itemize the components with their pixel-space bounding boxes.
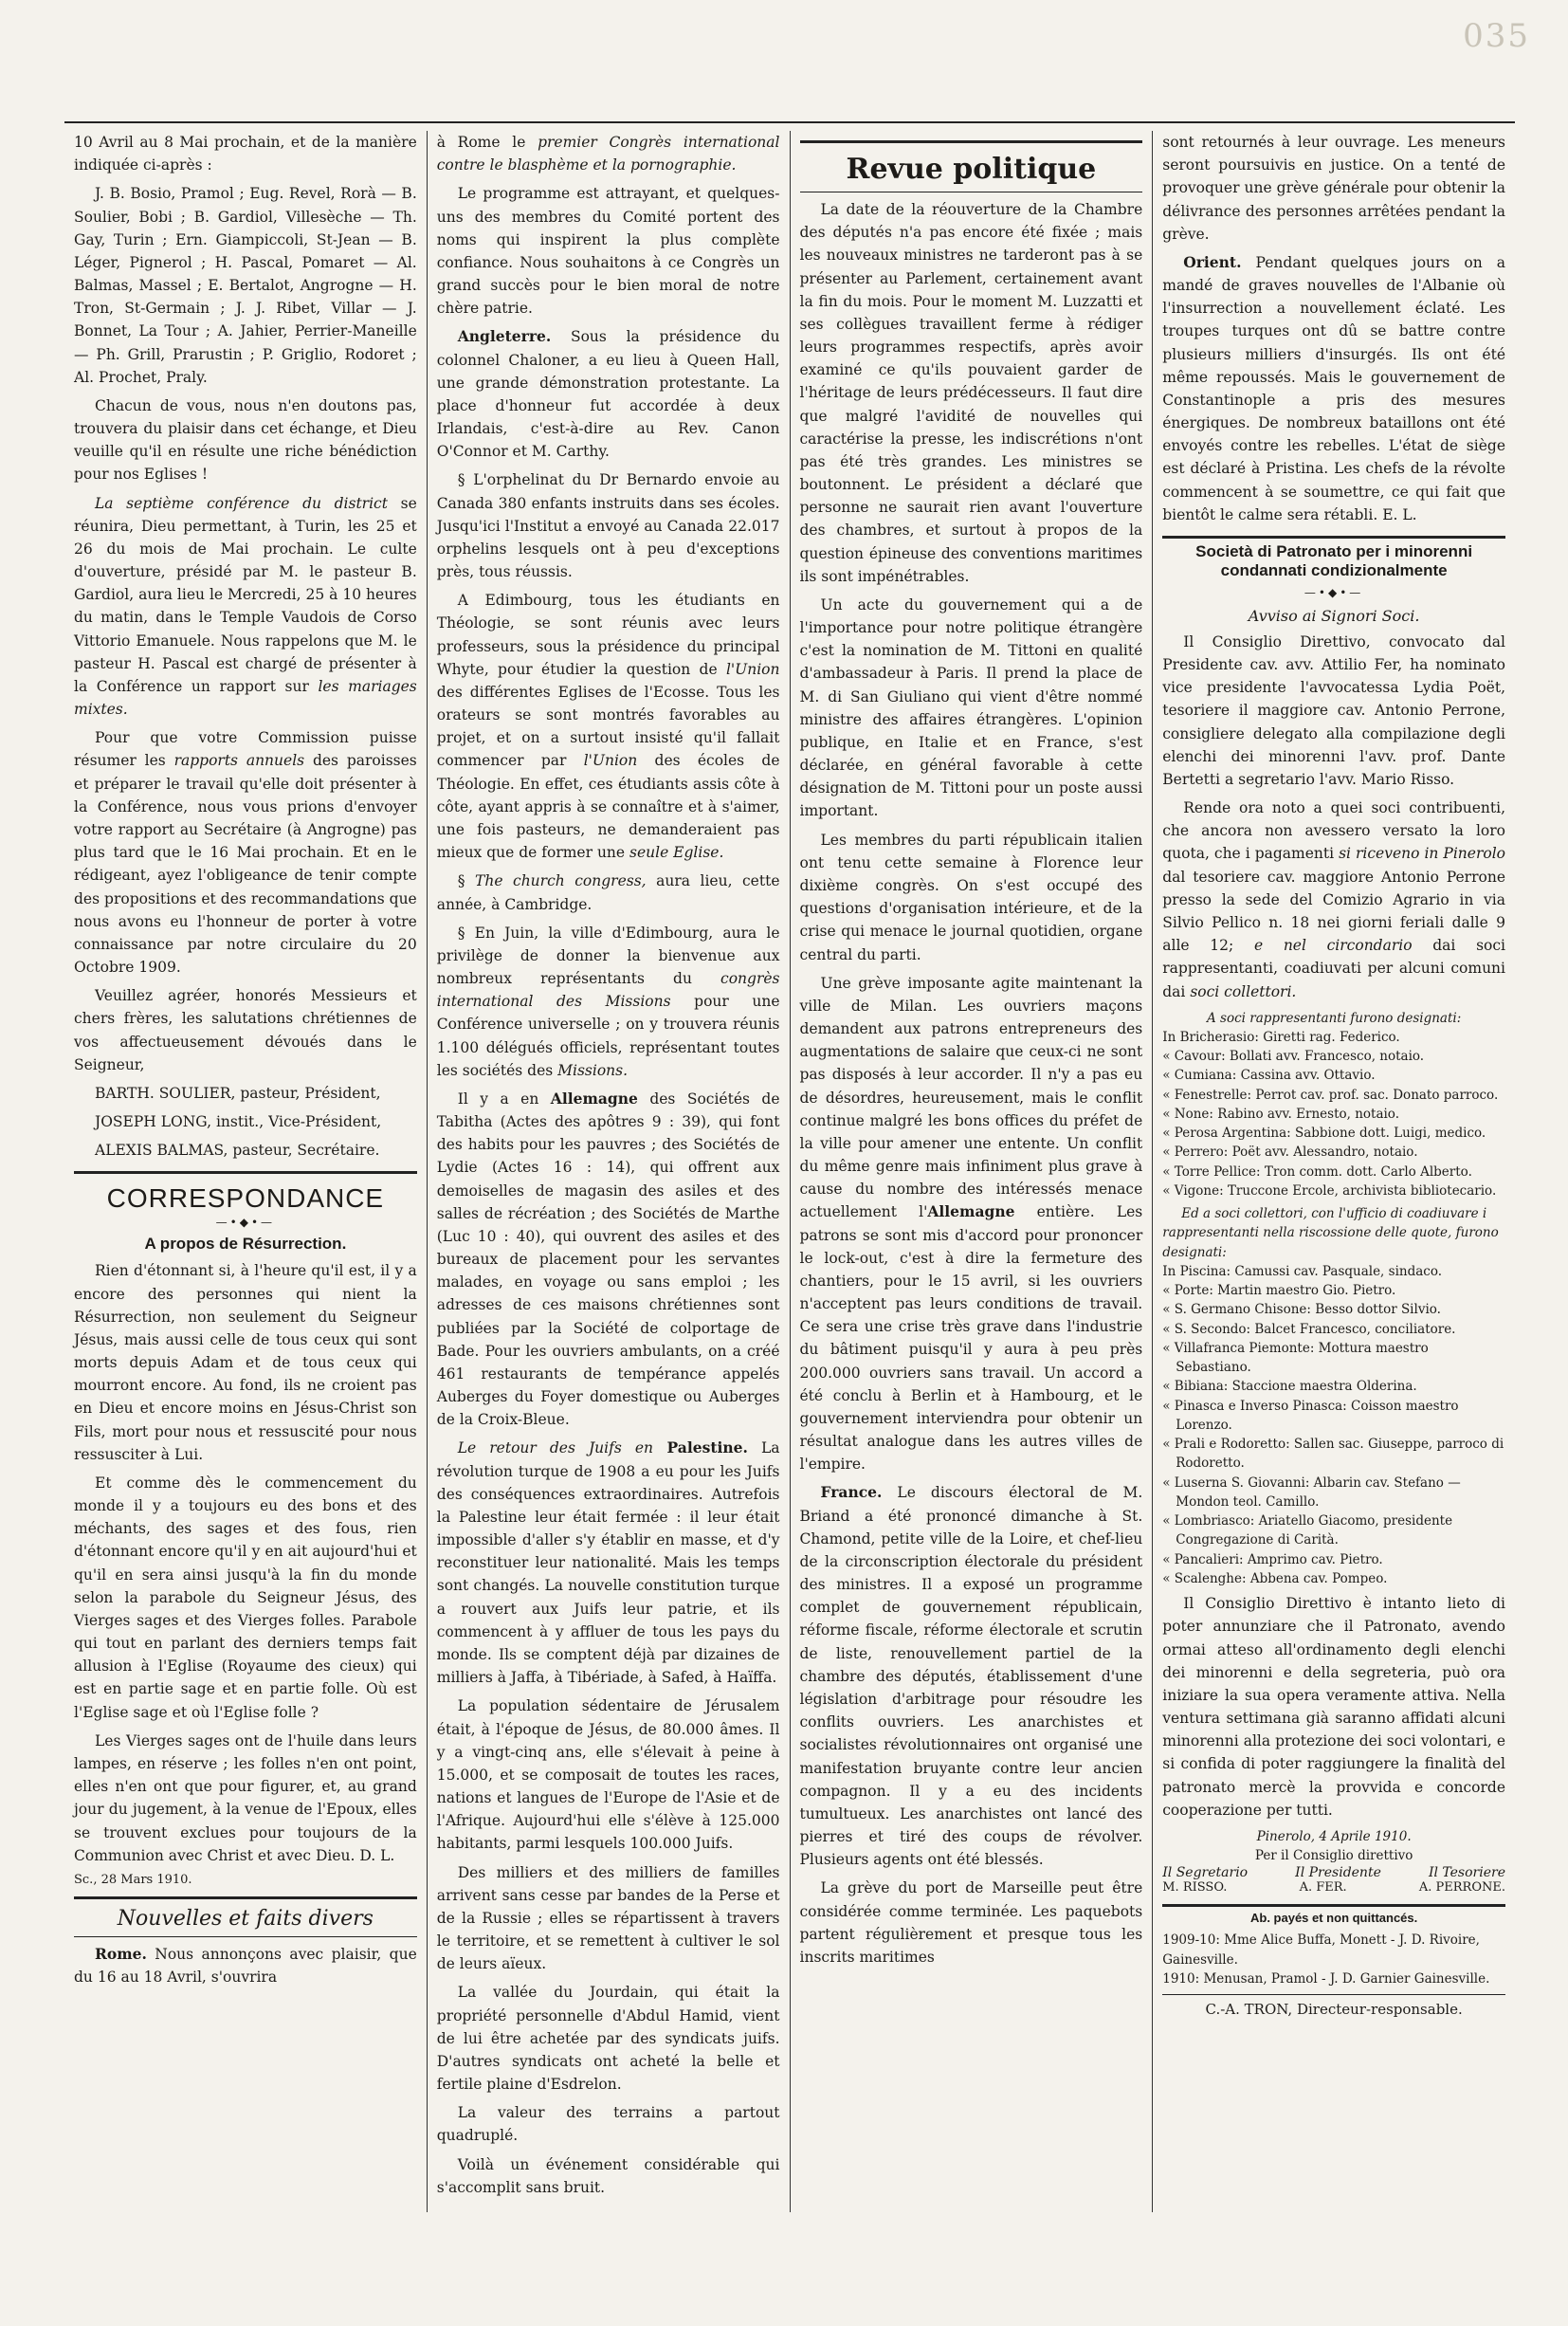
text: En Juin, la ville d'Edimbourg, aura le privilège de donner la bienvenue aux nombreux représentants du <box>436 924 780 988</box>
text: des Sociétés de Tabitha (Actes des apôtres 9 : 39), qui font des habits pour les pauvres ; des Sociétés de Lydie (Actes 16 : 14), qui offrent aux demoiselles de magasin des asiles et des salles de récréation ; des Sociétés de Marthe (Luc 10 : 40), qui ouvrent des asiles et des bureaux de placement pour les servantes malades, en voyage ou sans emploi ; les adresses de ces maisons chrétiennes sont publiées par la Société de colportage de Bade. Pour les ouvriers ambulants, on a créé 461 restaurants de tempérance appelés Auberges du Foyer domestique ou Auberges de la Croix-Bleue. <box>436 1090 780 1429</box>
italic-text: les mariages mixtes. <box>74 677 417 719</box>
text: A Edimbourg, tous les étudiants en Théologie, se sont réunis avec leurs professeurs, sous la présidence du principal Whyte, pour étudier la question de <box>436 592 780 678</box>
newspaper-columns <box>64 131 1515 2212</box>
section-rule <box>800 140 1143 143</box>
section-title-societa: Società di Patronato per i minorenni condannati condizionalmente <box>1195 541 1473 579</box>
list-item: « S. Germano Chisone: Besso dottor Silvio. <box>1162 1302 1441 1318</box>
italic-text: congrès international des Missions <box>436 970 780 1011</box>
list-item: In Bricherasio: Giretti rag. Federico. <box>1162 1029 1400 1045</box>
bold-text: Palestine. <box>653 1438 748 1457</box>
signature-line: ALEXIS BALMAS, pasteur, Secrétaire. <box>95 1142 380 1160</box>
name-treasurer: A. PERRONE. <box>1418 1880 1505 1896</box>
text: Pendant quelques jours on a mandé de graves nouvelles de l'Albanie où l'insurrection a nouvellement éclaté. Les troupes turques ont dû se battre contre plusieurs milliers d'insurgés. Ils ont été même repoussés. Mais le gouvernement de Constantinople a pris des mesures énergiques. De nombreux bataillons ont été envoyés contre les rebelles. L'état de siège est déclaré à Pristina. Les chefs de la révolte commencent à se soumettre, ce qui fait que bientôt le calme sera rétabli. <box>1162 253 1505 523</box>
text: entière. Les patrons se sont mis d'accord pour prononcer le lock-out, c'est à dire la fermeture des chantiers, pour le 15 avril, si les ouvriers n'acceptent pas leurs conditions de travail. Ce sera une crise très grave dans l'industrie du bâtiment puisqu'il y aura à peu près 200.000 ouvriers sans travail. Un accord a été conclu à Berlin et à Hambourg, et le gouvernement interviendra pour obtenir un résultat analogue dans les autres villes de l'empire. <box>799 1203 1143 1474</box>
list-item: « None: Rabino avv. Ernesto, notaio. <box>1162 1106 1399 1122</box>
list-item: « Torre Pellice: Tron comm. dott. Carlo Alberto. <box>1162 1163 1472 1180</box>
article-subtitle: A propos de Résurrection. <box>144 1235 347 1254</box>
paragraph: J. B. Bosio, Pramol ; Eug. Revel, Rorà — B. Soulier, Bobi ; B. Gardiol, Villesèche — Th. Gay, Turin ; Ern. Giampiccoli, St-Jean — B. Léger, Pignerol ; H. Pascal, Pomaret — Al. Balmas, Massel ; E. Bertalot, Angrogne — H. Tron, St-Germain ; J. J. Ribet, Villar — J. Bonnet, La Tour ; A. Jahier, Perrier-Maneille — Ph. Grill, Prarustin ; P. Griglio, Rodoret ; Al. Prochet, Praly. <box>74 185 417 386</box>
text: des paroisses et préparer le travail qu'elle doit présenter à la Conférence, nous vous prions d'envoyer votre rapport au Secrétaire (à Angrogne) pas plus tard que le 16 Mai prochain. Et en le rédigeant, ayez l'obligeance de tenir compte des propositions et des recommandations que nous avons eu l'honneur de porter à votre connaissance par notre circulaire du 20 Octobre 1909. <box>74 752 417 977</box>
italic-text: e nel circondario <box>1253 937 1413 955</box>
column-3 <box>790 131 1153 2212</box>
paragraph <box>437 922 780 1082</box>
italic-text: si riceveno in Pinerolo <box>1339 845 1505 863</box>
list-item: « Pinasca e Inverso Pinasca: Coisson maestro Lorenzo. <box>1162 1398 1459 1433</box>
role-secretary: Il Segretario <box>1162 1865 1249 1881</box>
pilcrow-icon: § <box>457 872 476 890</box>
bold-text: Allemagne <box>550 1089 638 1108</box>
italic-text: rapports annuels <box>173 752 305 770</box>
paragraph <box>800 972 1143 1476</box>
paragraph: Voilà un événement considérable qui s'accomplit sans bruit. <box>436 2155 780 2196</box>
list-item: « Perrero: Poët avv. Alessandro, notaio. <box>1162 1145 1418 1161</box>
text: aura lieu, cette année, à Cambridge. <box>436 872 780 913</box>
section-title-correspondance: CORRESPONDANCE <box>106 1183 385 1214</box>
paragraph <box>437 870 780 915</box>
text: La révolution turque de 1908 a eu pour les Juifs des conséquences extraordinaires. Autrefois la Palestine leur était fermée : il leur était impossible d'aller s'y établir en masse, et d'y reconstituer leur nationalité. Mais les temps sont changés. La nouvelle constitution turque a rouvert aux Juifs leur patrie, et ils commencent à y affluer de tous les pays du monde. Ils se comptent déjà par dizaines de milliers à Jaffa, à Tibériade, à Safed, à Haïffa. <box>436 1439 780 1687</box>
section-rule <box>1162 1904 1505 1907</box>
notice-heading: Avviso ai Signori Soci. <box>1248 606 1420 625</box>
paragraph <box>437 468 780 583</box>
paragraph: Il Consiglio Direttivo, convocato dal Presidente cav. avv. Attilio Fer, ha nominato vice presidente l'avvocatessa Lydia Poët, tesoriere il maggiore cav. Antonio Perrone, consigliere delegato alla compilazione degli elenchi dei minorenni l'avv. prof. Dante Bertetti a segretario l'avv. Mario Risso. <box>1162 632 1505 788</box>
section-rule <box>74 1896 417 1899</box>
paragraph <box>74 726 417 979</box>
ornament-divider: —•◆•— <box>215 1216 276 1230</box>
text: Les Vierges sages ont de l'huile dans leurs lampes, en réserve ; les folles n'en ont point, elles n'en ont que pour figurer, et, au grand jour du jugement, à la venue de l'Epoux, elles se trouvent exclues pour toujours de la Communion avec Christ et avec Dieu. <box>74 1731 417 1864</box>
section-title-revue-politique: Revue politique <box>846 153 1097 186</box>
italic-text: seule Eglise. <box>629 844 724 862</box>
text: Pour que votre Commission puisse résumer les <box>74 729 417 770</box>
list-item: « S. Secondo: Balcet Francesco, conciliatore. <box>1162 1321 1456 1337</box>
paragraph: La vallée du Jourdain, qui était la propriété personnelle d'Abdul Hamid, vient de lui être achetée par des syndicats juifs. D'autres syndicats ont acheté la belle et fertile plaine d'Esdrelon. <box>436 1984 780 2094</box>
page-number: 035 <box>1463 17 1530 55</box>
text: se réunira, Dieu permettant, à Turin, les 25 et 26 du mois de Mai prochain. Le culte d'ouverture, présidé par M. le pasteur B. Gardiol, aura lieu le Mercredi, 25 à 10 heures du matin, dans le Temple Vaudois de Corso Vittorio Emanuele. Nous rappelons que M. le pasteur H. Pascal est chargé de présenter à la Conférence un rapport sur <box>74 494 417 695</box>
list-item: « Cumiana: Cassina avv. Ottavio. <box>1162 1068 1376 1084</box>
paragraph: Des milliers et des milliers de familles arrivent sans cesse par bandes de la Perse et de la Russie ; elles se répartissent à travers le territoire, et se remettent à cultiver le sol de leurs aïeux. <box>436 1863 780 1973</box>
paragraph: Chacun de vous, nous n'en doutons pas, trouvera du plaisir dans cet échange, et Dieu veuille qu'il en résulte une riche bénédiction pour nos Eglises ! <box>74 396 417 484</box>
names-row <box>1162 1880 1505 1895</box>
author-initials: E. L. <box>1382 505 1417 523</box>
signature-line: BARTH. SOULIER, pasteur, Président, <box>95 1084 381 1102</box>
role-president: Il Presidente <box>1295 1865 1381 1881</box>
section-rule <box>74 1171 417 1174</box>
list-item: « Scalenghe: Abbena cav. Pompeo. <box>1162 1570 1388 1586</box>
paragraph: La grève du port de Marseille peut être considérée comme terminée. Les paquebots partent régulièrement et presque tous les inscrits maritimes <box>799 1879 1143 1966</box>
list-item: « Porte: Martin maestro Gio. Pietro. <box>1162 1283 1396 1299</box>
paragraph <box>437 131 780 176</box>
subscription-line: 1909-10: Mme Alice Buffa, Monett - J. D. Rivoire, Gainesville. <box>1162 1932 1480 1968</box>
text: pour une Conférence universelle ; on y trouvera réunis 1.100 délégués officiels, représentant toutes les sociétés des <box>436 993 780 1079</box>
paragraph <box>74 1730 417 1867</box>
top-rule <box>64 121 1515 123</box>
bold-text: Allemagne <box>927 1202 1015 1221</box>
paragraph: Le programme est attrayant, et quelques-uns des membres du Comité portent des noms qui inspirent la plus complète confiance. Nous souhaitons à ce Congrès un grand succès pour le bien moral de notre chère patrie. <box>436 185 780 318</box>
column-4 <box>1152 131 1515 2212</box>
name-secretary: M. RISSO. <box>1162 1880 1228 1896</box>
list-heading: A soci rappresentanti furono designati: <box>1207 1010 1462 1026</box>
bold-text: Rome. <box>95 1944 147 1963</box>
italic-text: La septième conférence du district <box>95 494 388 512</box>
representatives-list <box>1162 1009 1505 1201</box>
council-line: Per il Consiglio direttivo <box>1254 1848 1413 1864</box>
pilcrow-icon: § <box>457 471 474 489</box>
author-initials: D. L. <box>359 1846 395 1864</box>
list-item: « Lombriasco: Ariatello Giacomo, presidente Congregazione di Carità. <box>1162 1513 1453 1548</box>
bold-text: France. <box>820 1483 883 1502</box>
article-date: Sc., 28 Mars 1910. <box>74 1872 192 1887</box>
italic-text: l'Union <box>583 752 638 770</box>
pilcrow-icon: § <box>457 924 475 942</box>
section-rule <box>74 1936 417 1937</box>
italic-text: premier Congrès international contre le blasphème et la pornographie. <box>436 134 780 174</box>
italic-text: soci collettori. <box>1190 982 1297 1000</box>
director-line: C.-A. TRON, Directeur-responsable. <box>1205 2001 1463 2019</box>
text: Il y a en <box>457 1090 551 1108</box>
list-item: « Bibiana: Staccione maestra Olderina. <box>1162 1379 1417 1395</box>
role-treasurer: Il Tesoriere <box>1428 1865 1505 1881</box>
subscription-line: 1910: Menusan, Pramol - J. D. Garnier Gainesville. <box>1162 1970 1490 1987</box>
place-date: Pinerolo, 4 Aprile 1910. <box>1256 1828 1412 1844</box>
text: Rende ora noto a quei soci contribuenti, che ancora non avessero versato la loro quota, che i pagamenti <box>1162 799 1505 863</box>
paragraph <box>437 325 780 463</box>
paragraph <box>74 492 417 722</box>
italic-text: l'Union <box>725 660 780 678</box>
text: des écoles de Théologie. En effet, ces étudiants assis côte à côte, ayant appris à se connaître et à s'aimer, une fois pasteurs, ne demanderaient pas mieux que de former une <box>436 752 780 862</box>
text: Une grève imposante agite maintenant la ville de Milan. Les ouvriers maçons demandent aux patrons entrepreneurs des augmentations de salaire que ceux-ci ne sont pas disposés à leur accorder. Il n'y a pas eu de désordres, heureusement, mais le conflit continue malgré les bons offices du préfet de la ville pour amener une entente. Un conflit du même genre mais infiniment plus grave à cause du nombre des intéressés menace actuellement l' <box>799 974 1143 1221</box>
paragraph <box>74 1943 417 1988</box>
text: Nous annonçons avec plaisir, que du 16 au 18 Avril, s'ouvrira <box>74 1945 417 1987</box>
list-item: « Pancalieri: Amprimo cav. Pietro. <box>1162 1551 1383 1567</box>
list-item: In Piscina: Camussi cav. Pasquale, sindaco. <box>1162 1263 1443 1279</box>
paragraph: La date de la réouverture de la Chambre des députés n'a pas encore été fixée ; mais les nouveaux ministres ne tarderont pas à se présenter au Parlement, certainement avant la fin du mois. Pour le moment M. Luzzatti et ses collègues travaillent ferme à rédiger leurs programmes respectifs, après avoir examiné ce qu'ils pouvaient garder de l'héritage de leurs prédécesseurs. Il faut dire que malgré l'avidité de nouvelles qui caractérise la presse, les indiscrétions n'ont pas été très grandes. Les ministres se boutonnent. Le président a déclaré que personne ne saurait rien avant l'ouverture des chambres, et surtout à propos de la question épineuse des conventions maritimes ils sont impénétrables. <box>799 201 1143 585</box>
collectors-list <box>1162 1204 1505 1588</box>
bold-text: Orient. <box>1183 252 1242 271</box>
list-item: « Prali e Rodoretto: Sallen sac. Giuseppe, parroco di Rodoretto. <box>1162 1437 1504 1472</box>
paragraph <box>437 1437 780 1689</box>
paragraph: Il Consiglio Direttivo è intanto lieto di poter annunziare che il Patronato, avendo ormai atteso all'ordinamento degli elenchi dei minorenni e della segreteria, può ora iniziare la sua opera veramente attiva. Nella ventura settimana già saranno affidati alcuni minorenni alla protezione dei soci volontari, e si confida di poter raggiungere la finalità del patronato mercè la provvida e concorde cooperazione per tutti. <box>1162 1595 1505 1819</box>
paragraph: La population sédentaire de Jérusalem était, à l'époque de Jésus, de 80.000 âmes. Il y a vingt-cinq ans, elle s'élevait à peine à 15.000, et se composait de toutes les races, nations et langues de l'Europe de l'Asie et de l'Afrique. Aujourd'hui elle s'élève à 125.000 habitants, parmi lesquels 100.000 Juifs. <box>436 1697 780 1853</box>
paragraph: Veuillez agréer, honorés Messieurs et chers frères, les salutations chrétiennes de vos affectueusement dévoués dans le Seigneur, <box>74 987 417 1073</box>
list-item: « Perosa Argentina: Sabbione dott. Luigi, medico. <box>1162 1126 1486 1142</box>
paragraph <box>1162 251 1505 526</box>
column-1 <box>64 131 427 2212</box>
paragraph <box>1162 797 1505 1003</box>
text: dal tesoriere cav. maggiore Antonio Perrone presso la sede del Comizio Agrario in via Silvio Pellico n. 18 nei giorni feriali dalle 9 alle 12; <box>1162 868 1505 955</box>
name-president: A. FER. <box>1299 1880 1347 1896</box>
italic-text: Missions. <box>557 1061 629 1079</box>
ornament-divider: —•◆•— <box>1304 585 1364 599</box>
text: L'orphelinat du Dr Bernardo envoie au Canada 380 enfants instruits dans ses écoles. Jusqu'ici l'Institut a envoyé au Canada 22.017 orphelins lesquels ont à peu d'exceptions près, tous réussis. <box>436 471 780 581</box>
paragraph: Rien d'étonnant si, à l'heure qu'il est, il y a encore des personnes qui nient la Résurrection, non seulement du Seigneur Jésus, mais aussi celle de tous ceux qui sont morts depuis Adam et de tous ceux qui mourront encore. Au fond, ils ne croient pas en Dieu et encore moins en Jésus-Christ son Fils, mort pour nous et ressuscité pour nous ressusciter à Lui. <box>74 1262 417 1463</box>
list-heading: Ed a soci collettori, con l'ufficio di coadiuvare i rappresentanti nella riscossione delle quote, furono designati: <box>1162 1206 1499 1260</box>
list-item: « Cavour: Bollati avv. Francesco, notaio. <box>1162 1049 1425 1065</box>
section-rule <box>1162 1994 1505 1995</box>
signature-line: JOSEPH LONG, instit., Vice-Président, <box>95 1113 382 1131</box>
text: des différentes Eglises de l'Ecosse. Tous les orateurs se sont montrés favorables au projet, et on a surtout insisté qu'il fallait commencer par <box>436 683 780 770</box>
text: dai soci rappresentanti, coadiuvati per alcuni comuni dai <box>1162 937 1505 1000</box>
list-item: « Luserna S. Giovanni: Albarin cav. Stefano — Mondon teol. Camillo. <box>1162 1474 1461 1510</box>
list-item: « Villafranca Piemonte: Mottura maestro Sebastiano. <box>1162 1340 1429 1376</box>
section-title-nouvelles: Nouvelles et faits divers <box>117 1906 374 1931</box>
paragraph: Les membres du parti républicain italien ont tenu cette semaine à Florence leur dixième congrès. On s'est occupé des questions d'organisation intérieure, et de la crise qui menace le journal quotidien, organe central du parti. <box>799 831 1143 963</box>
paragraph: Un acte du gouvernement qui a de l'importance pour notre politique étrangère c'est la nomination de M. Tittoni en qualité d'ambassadeur à Paris. Il prend la place de M. di San Giuliano qui vient d'être nommé ministre des affaires étrangères. L'opinion publique, en Italie et en France, s'est déclarée, en général favorable à cette désignation de M. Tittoni pour un poste aussi important. <box>799 595 1143 820</box>
paragraph <box>437 589 780 864</box>
text: Sous la présidence du colonnel Chaloner, a eu lieu à Queen Hall, une grande démonstration protestante. La place d'honneur fut accordée à deux Irlandais, c'est-à-dire au Rev. Canon O'Connor et M. Carthy. <box>436 328 780 461</box>
paragraph: 10 Avril au 8 Mai prochain, et de la manière indiquée ci-après : <box>74 134 417 174</box>
bold-text: Angleterre. <box>457 327 552 346</box>
paragraph: sont retournés à leur ouvrage. Les meneurs seront poursuivis en justice. On a tenté de provoquer une grève générale pour obtenir la délivrance des personnes arrêtées pendant la grève. <box>1162 134 1505 243</box>
italic-text: The church congress, <box>475 872 647 890</box>
paragraph: Et comme dès le commencement du monde il y a toujours eu des bons et des méchants, des sages et des fous, rien d'étonnant encore qu'il y en ait aujourd'hui et qu'il en sera ainsi jusqu'à la fin du monde selon la parabole du Seigneur Jésus, des Vierges sages et des Vierges folles. Parabole qui tout en parlant des derniers temps fait allusion à l'Eglise (Royaume des cieux) qui est en partie sage et en partie folle. Où est l'Eglise sage et où l'Eglise folle ? <box>74 1474 417 1721</box>
list-item: « Fenestrelle: Perrot cav. prof. sac. Donato parroco. <box>1162 1087 1499 1103</box>
column-2 <box>427 131 790 2212</box>
text: à Rome le <box>436 134 538 151</box>
paragraph <box>800 1481 1143 1871</box>
section-rule <box>1162 536 1505 539</box>
paragraph <box>437 1088 780 1432</box>
italic-text: Le retour des Juifs en <box>457 1439 654 1457</box>
roles-row <box>1162 1865 1505 1880</box>
subscriptions-heading: Ab. payés et non quittancés. <box>1249 1911 1418 1926</box>
text: Le discours électoral de M. Briand a été prononcé dimanche à St. Chamond, petite ville de la Loire, et chef-lieu de la circonscription électorale du président des ministres. Il a exposé un programme complet de gouvernement républicain, réforme fiscale, réforme électorale et scrutin de liste, renouvellement partiel de la chambre des députés, établissement d'une législation d'arbitrage pour résoudre les conflits ouvriers. Les anarchistes et socialistes révolutionnaires ont organisé une manifestation bruyante contre leur ancien compagnon. Il y a eu des incidents tumultueux. Les anarchistes ont lancé des pierres et tiré des coups de révolver. Plusieurs agents ont été blessés. <box>799 1484 1143 1869</box>
paragraph: La valeur des terrains a partout quadruplé. <box>436 2104 780 2145</box>
list-item: « Vigone: Truccone Ercole, archivista bibliotecario. <box>1162 1182 1497 1199</box>
